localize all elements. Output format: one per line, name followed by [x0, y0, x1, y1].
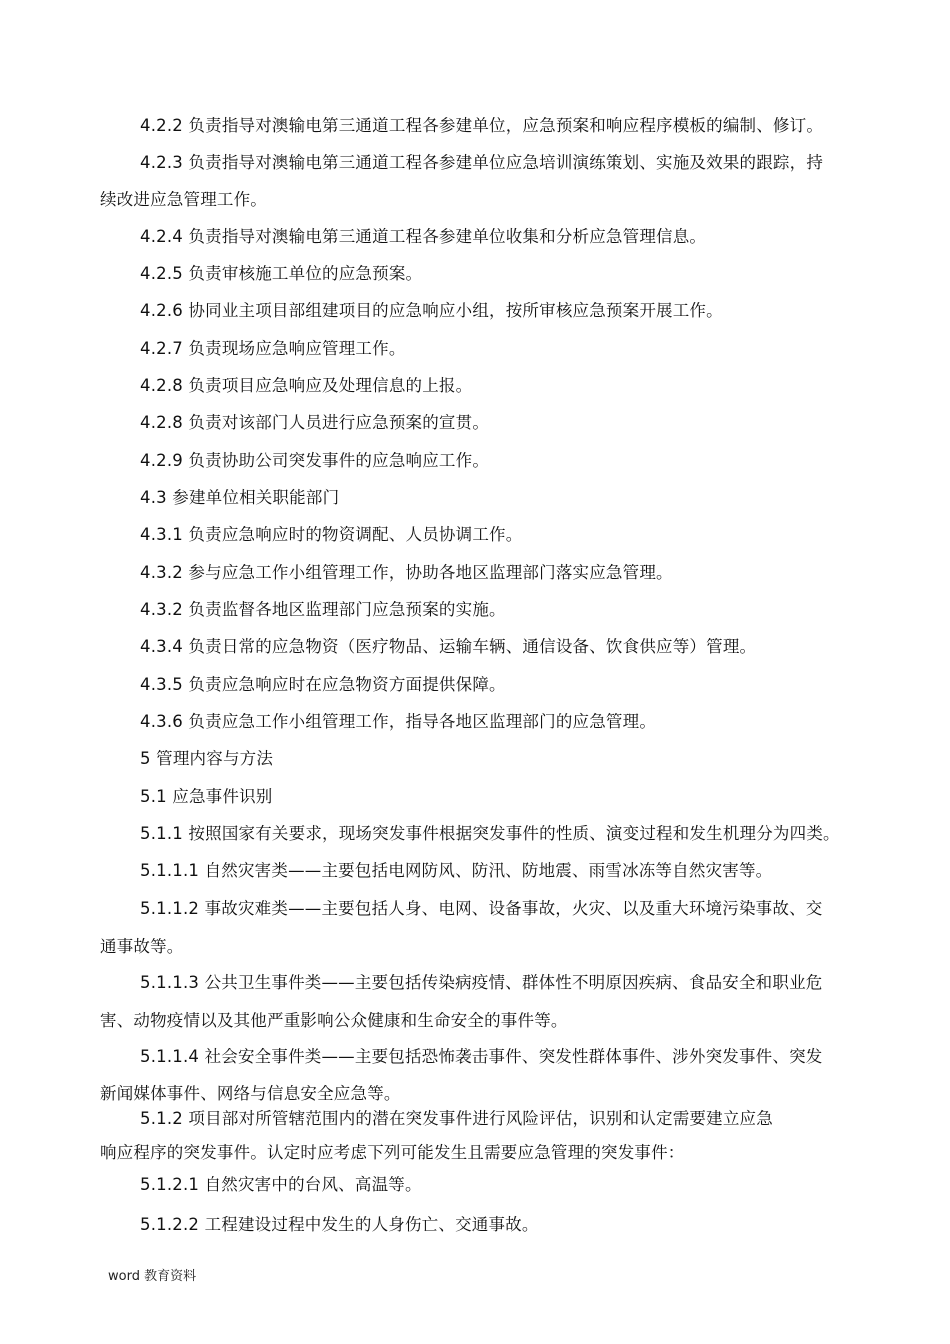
section-heading: 4.3 参建单位相关职能部门	[140, 488, 340, 507]
paragraph-line: 5.1.1 按照国家有关要求，现场突发事件根据突发事件的性质、演变过程和发生机理分为四类。	[140, 824, 840, 843]
paragraph-line: 5.1.2.1 自然灾害中的台风、高温等。	[140, 1175, 422, 1194]
paragraph-line: 5.1.1.4 社会安全事件类——主要包括恐怖袭击事件、突发性群体事件、涉外突发事件、突发	[140, 1047, 823, 1066]
paragraph-line: 5.1.1.2 事故灾难类——主要包括人身、电网、设备事故，火灾、以及重大环境污染事故、交	[140, 899, 823, 918]
paragraph-line: 4.2.2 负责指导对澳输电第三通道工程各参建单位，应急预案和响应程序模板的编制、修订。	[140, 116, 824, 135]
paragraph-line: 新闻媒体事件、网络与信息安全应急等。	[100, 1084, 401, 1103]
paragraph-line: 续改进应急管理工作。	[100, 190, 267, 209]
paragraph-line: 4.2.8 负责对该部门人员进行应急预案的宣贯。	[140, 413, 490, 432]
paragraph-line: 响应程序的突发事件。认定时应考虑下列可能发生且需要应急管理的突发事件：	[100, 1143, 685, 1162]
paragraph-line: 4.3.6 负责应急工作小组管理工作，指导各地区监理部门的应急管理。	[140, 712, 657, 731]
paragraph-line: 5.1.2.2 工程建设过程中发生的人身伤亡、交通事故。	[140, 1215, 539, 1234]
paragraph-line: 通事故等。	[100, 937, 184, 956]
paragraph-line: 4.2.3 负责指导对澳输电第三通道工程各参建单位应急培训演练策划、实施及效果的跟踪，持	[140, 153, 824, 172]
paragraph-line: 4.3.5 负责应急响应时在应急物资方面提供保障。	[140, 675, 506, 694]
paragraph-line: 4.3.1 负责应急响应时的物资调配、人员协调工作。	[140, 525, 523, 544]
section-heading: 5 管理内容与方法	[140, 749, 274, 768]
footer-watermark: word 教育资料	[108, 1269, 197, 1284]
paragraph-line: 害、动物疫情以及其他严重影响公众健康和生命安全的事件等。	[100, 1011, 568, 1030]
paragraph-line: 5.1.1.1 自然灾害类——主要包括电网防风、防汛、防地震、雨雪冰冻等自然灾害等。	[140, 861, 773, 880]
section-heading: 5.1 应急事件识别	[140, 787, 273, 806]
paragraph-line: 4.3.2 参与应急工作小组管理工作，协助各地区监理部门落实应急管理。	[140, 563, 673, 582]
paragraph-line: 4.2.5 负责审核施工单位的应急预案。	[140, 264, 423, 283]
paragraph-line: 4.2.9 负责协助公司突发事件的应急响应工作。	[140, 451, 490, 470]
paragraph-line: 4.2.6 协同业主项目部组建项目的应急响应小组，按所审核应急预案开展工作。	[140, 301, 723, 320]
paragraph-line: 4.2.8 负责项目应急响应及处理信息的上报。	[140, 376, 473, 395]
paragraph-line: 5.1.1.3 公共卫生事件类——主要包括传染病疫情、群体性不明原因疾病、食品安全和职业危	[140, 973, 823, 992]
paragraph-line: 4.3.4 负责日常的应急物资（医疗物品、运输车辆、通信设备、饮食供应等）管理。	[140, 637, 757, 656]
paragraph-line: 4.2.4 负责指导对澳输电第三通道工程各参建单位收集和分析应急管理信息。	[140, 227, 707, 246]
paragraph-line: 5.1.2 项目部对所管辖范围内的潜在突发事件进行风险评估，识别和认定需要建立应急	[140, 1109, 773, 1128]
paragraph-line: 4.2.7 负责现场应急响应管理工作。	[140, 339, 406, 358]
paragraph-line: 4.3.2 负责监督各地区监理部门应急预案的实施。	[140, 600, 506, 619]
